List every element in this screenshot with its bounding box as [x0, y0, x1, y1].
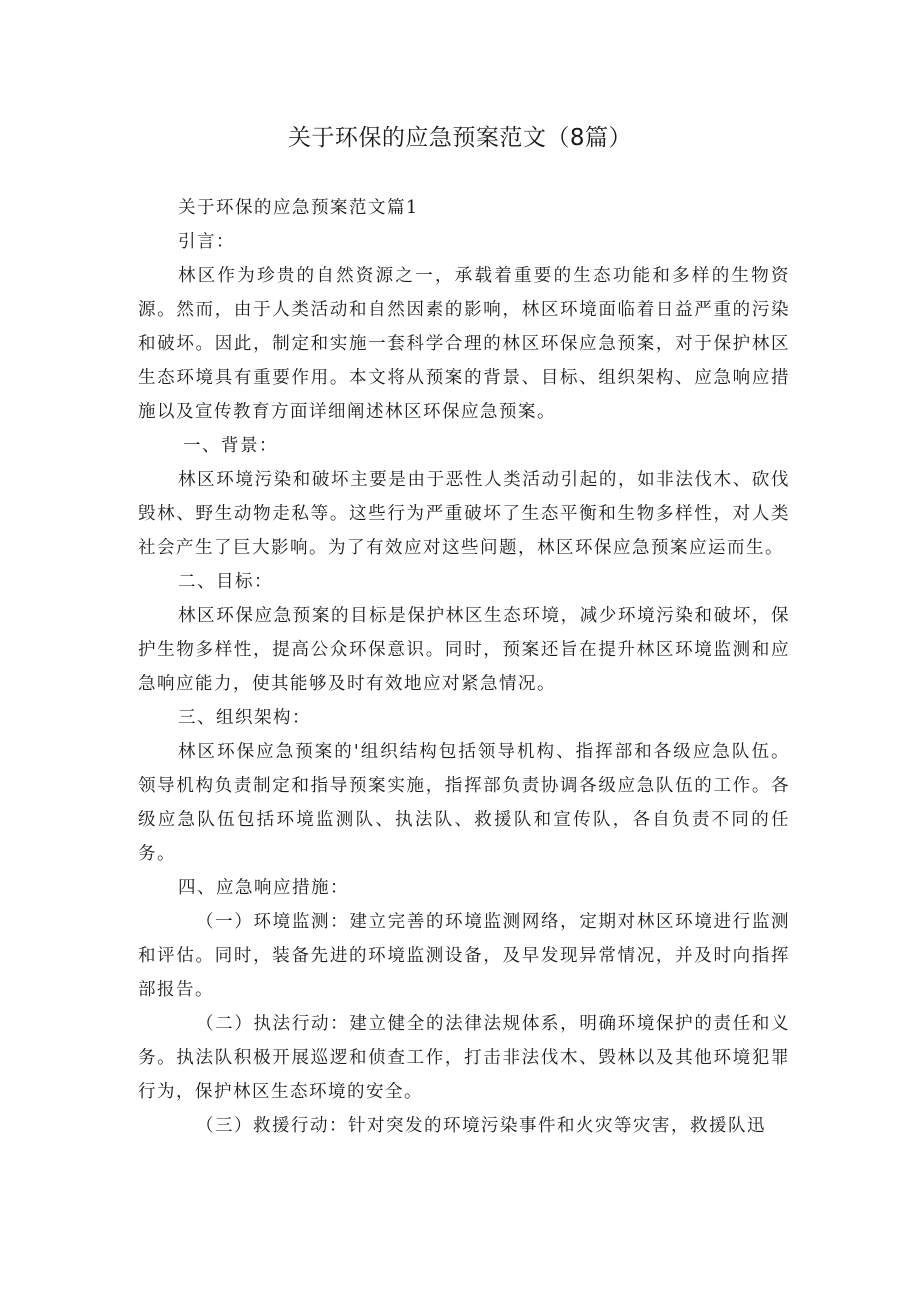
- paragraph-goals: 林区环保应急预案的目标是保护林区生态环境，减少环境污染和破坏，保护生物多样性，提高公众环保意识。同时，预案还旨在提升林区环境监测和应急响应能力，使其能够及时有效地应对紧急情况。: [138, 606, 790, 694]
- paragraph-enforcement: （二）执法行动：建立健全的法律法规体系，明确环境保护的责任和义务。执法队积极开展巡逻和侦查工作，打击非法伐木、毁林以及其他环境犯罪行为，保护林区生态环境的安全。: [138, 1014, 790, 1102]
- section-heading-intro: 引言：: [178, 232, 235, 252]
- document-body: [138, 191, 790, 1143]
- document-title: 关于环保的应急预案范文（8篇）: [287, 125, 633, 151]
- paragraph-background: 林区环境污染和破坏主要是由于恶性人类活动引起的，如非法伐木、砍伐毁林、野生动物走私等。这些行为严重破坏了生态平衡和生物多样性，对人类社会产生了巨大影响。为了有效应对这些问题，林区环保应急预案应运而生。: [138, 470, 790, 558]
- section-heading-organization: 三、组织架构：: [178, 708, 311, 728]
- paragraph-organization: 林区环保应急预案的'组织结构包括领导机构、指挥部和各级应急队伍。领导机构负责制定和指导预案实施，指挥部负责协调各级应急队伍的工作。各级应急队伍包括环境监测队、执法队、救援队和宣传队，各自负责不同的任务。: [138, 742, 790, 864]
- section-heading-response: 四、应急响应措施：: [178, 878, 349, 898]
- paragraph-monitoring: （一）环境监测：建立完善的环境监测网络，定期对林区环境进行监测和评估。同时，装备先进的环境监测设备，及早发现异常情况，并及时向指挥部报告。: [138, 912, 790, 1000]
- section-heading-goals: 二、目标：: [178, 572, 273, 592]
- paragraph-intro: 林区作为珍贵的自然资源之一，承载着重要的生态功能和多样的生物资源。然而，由于人类活动和自然因素的影响，林区环境面临着日益严重的污染和破坏。因此，制定和实施一套科学合理的林区环保应急预案，对于保护林区生态环境具有重要作用。本文将从预案的背景、目标、组织架构、应急响应措施以及宣传教育方面详细阐述林区环保应急预案。: [138, 266, 790, 422]
- section-heading-article-1: 关于环保的应急预案范文篇1: [178, 198, 419, 218]
- section-heading-background: 一、背景：: [183, 436, 278, 456]
- paragraph-rescue: （三）救援行动：针对突发的环境污染事件和火灾等灾害，救援队迅: [196, 1116, 766, 1136]
